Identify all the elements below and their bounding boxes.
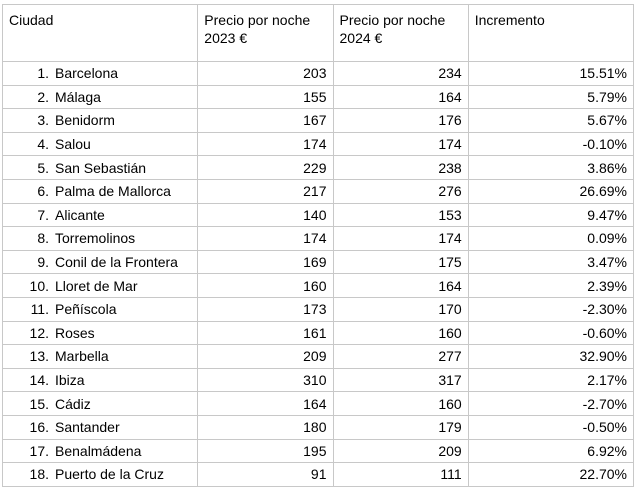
header-city: Ciudad <box>3 5 198 62</box>
header-price-2023: Precio por noche 2023 € <box>198 5 333 62</box>
city-name: Peñíscola <box>55 301 117 318</box>
cell-price-2023: 91 <box>198 463 333 487</box>
cell-price-2024: 174 <box>333 227 468 251</box>
city-name: Conil de la Frontera <box>55 254 178 271</box>
cell-city <box>3 463 198 487</box>
cell-price-2024: 170 <box>333 297 468 321</box>
row-rank: 13. <box>29 348 49 365</box>
city-name: Santander <box>55 419 120 436</box>
cell-price-2024: 160 <box>333 392 468 416</box>
cell-city <box>3 415 198 439</box>
cell-increase: 9.47% <box>468 203 633 227</box>
table-row <box>3 62 634 86</box>
row-rank: 8. <box>37 230 49 247</box>
city-name: Benidorm <box>55 112 115 129</box>
table-row <box>3 156 634 180</box>
cell-increase: 0.09% <box>468 227 633 251</box>
cell-price-2024: 317 <box>333 368 468 392</box>
cell-price-2023: 209 <box>198 345 333 369</box>
cell-price-2024: 179 <box>333 415 468 439</box>
row-rank: 3. <box>37 112 49 129</box>
row-rank: 18. <box>29 466 49 483</box>
table-row <box>3 439 634 463</box>
cell-city <box>3 227 198 251</box>
cell-price-2023: 180 <box>198 415 333 439</box>
table-row <box>3 274 634 298</box>
table-row <box>3 415 634 439</box>
city-name: Cádiz <box>55 395 91 412</box>
table-row <box>3 463 634 487</box>
city-name: Málaga <box>55 88 101 105</box>
table-row <box>3 203 634 227</box>
cell-price-2023: 174 <box>198 132 333 156</box>
table-row <box>3 297 634 321</box>
row-rank: 12. <box>29 324 49 341</box>
cell-price-2023: 161 <box>198 321 333 345</box>
cell-increase: 2.17% <box>468 368 633 392</box>
cell-price-2023: 169 <box>198 250 333 274</box>
table-row <box>3 345 634 369</box>
table-row <box>3 227 634 251</box>
cell-price-2024: 164 <box>333 85 468 109</box>
cell-city <box>3 297 198 321</box>
cell-price-2024: 277 <box>333 345 468 369</box>
cell-price-2024: 209 <box>333 439 468 463</box>
cell-city <box>3 179 198 203</box>
city-name: Salou <box>55 136 91 153</box>
city-name: Torremolinos <box>55 230 136 247</box>
cell-price-2024: 276 <box>333 179 468 203</box>
city-name: Barcelona <box>55 65 119 82</box>
cell-increase: 6.92% <box>468 439 633 463</box>
cell-increase: 3.86% <box>468 156 633 180</box>
table-row <box>3 250 634 274</box>
cell-city <box>3 274 198 298</box>
city-name: Marbella <box>55 348 109 365</box>
table-row <box>3 368 634 392</box>
cell-city <box>3 250 198 274</box>
cell-price-2023: 140 <box>198 203 333 227</box>
row-rank: 7. <box>37 206 49 223</box>
cell-price-2023: 160 <box>198 274 333 298</box>
city-name: Puerto de la Cruz <box>55 466 164 483</box>
cell-city <box>3 62 198 86</box>
cell-increase: 15.51% <box>468 62 633 86</box>
cell-price-2024: 111 <box>333 463 468 487</box>
city-name: Palma de Mallorca <box>55 183 171 200</box>
cell-increase: 5.67% <box>468 109 633 133</box>
cell-price-2023: 167 <box>198 109 333 133</box>
cell-price-2024: 153 <box>333 203 468 227</box>
cell-increase: 22.70% <box>468 463 633 487</box>
cell-price-2023: 203 <box>198 62 333 86</box>
table-row <box>3 179 634 203</box>
cell-price-2024: 176 <box>333 109 468 133</box>
header-price-2024: Precio por noche 2024 € <box>333 5 468 62</box>
cell-city <box>3 392 198 416</box>
cell-city <box>3 203 198 227</box>
cell-increase: -0.10% <box>468 132 633 156</box>
row-rank: 15. <box>29 395 49 412</box>
row-rank: 4. <box>37 136 49 153</box>
cell-price-2023: 174 <box>198 227 333 251</box>
city-name: Roses <box>55 324 95 341</box>
price-table <box>2 4 634 487</box>
city-name: Lloret de Mar <box>55 277 138 294</box>
row-rank: 6. <box>37 183 49 200</box>
cell-city <box>3 439 198 463</box>
cell-city <box>3 156 198 180</box>
cell-increase: -2.70% <box>468 392 633 416</box>
cell-increase: 32.90% <box>468 345 633 369</box>
table-row <box>3 392 634 416</box>
row-rank: 2. <box>37 88 49 105</box>
table-body <box>3 62 634 487</box>
table-row <box>3 109 634 133</box>
header-increase: Incremento <box>468 5 633 62</box>
cell-price-2024: 174 <box>333 132 468 156</box>
table-header <box>3 5 634 62</box>
cell-increase: 3.47% <box>468 250 633 274</box>
city-name: Alicante <box>55 206 105 223</box>
city-name: Benalmádena <box>55 442 142 459</box>
cell-city <box>3 85 198 109</box>
cell-city <box>3 132 198 156</box>
cell-increase: -0.60% <box>468 321 633 345</box>
cell-price-2023: 155 <box>198 85 333 109</box>
cell-price-2023: 310 <box>198 368 333 392</box>
row-rank: 17. <box>29 442 49 459</box>
cell-increase: 5.79% <box>468 85 633 109</box>
cell-city <box>3 345 198 369</box>
header-row <box>3 5 634 62</box>
cell-price-2023: 229 <box>198 156 333 180</box>
row-rank: 11. <box>30 301 49 318</box>
cell-price-2024: 234 <box>333 62 468 86</box>
table-row <box>3 85 634 109</box>
cell-increase: 2.39% <box>468 274 633 298</box>
row-rank: 10. <box>29 277 49 294</box>
table-row <box>3 321 634 345</box>
cell-city <box>3 321 198 345</box>
city-name: Ibiza <box>55 372 85 389</box>
cell-increase: 26.69% <box>468 179 633 203</box>
cell-increase: -2.30% <box>468 297 633 321</box>
cell-city <box>3 368 198 392</box>
row-rank: 5. <box>37 159 49 176</box>
cell-price-2024: 164 <box>333 274 468 298</box>
cell-price-2024: 238 <box>333 156 468 180</box>
table-row <box>3 132 634 156</box>
cell-increase: -0.50% <box>468 415 633 439</box>
row-rank: 16. <box>29 419 49 436</box>
cell-price-2024: 175 <box>333 250 468 274</box>
row-rank: 9. <box>37 254 49 271</box>
cell-price-2023: 173 <box>198 297 333 321</box>
cell-price-2023: 217 <box>198 179 333 203</box>
cell-price-2024: 160 <box>333 321 468 345</box>
cell-price-2023: 195 <box>198 439 333 463</box>
city-name: San Sebastián <box>55 159 147 176</box>
cell-price-2023: 164 <box>198 392 333 416</box>
row-rank: 14. <box>29 372 49 389</box>
cell-city <box>3 109 198 133</box>
row-rank: 1. <box>37 65 49 82</box>
